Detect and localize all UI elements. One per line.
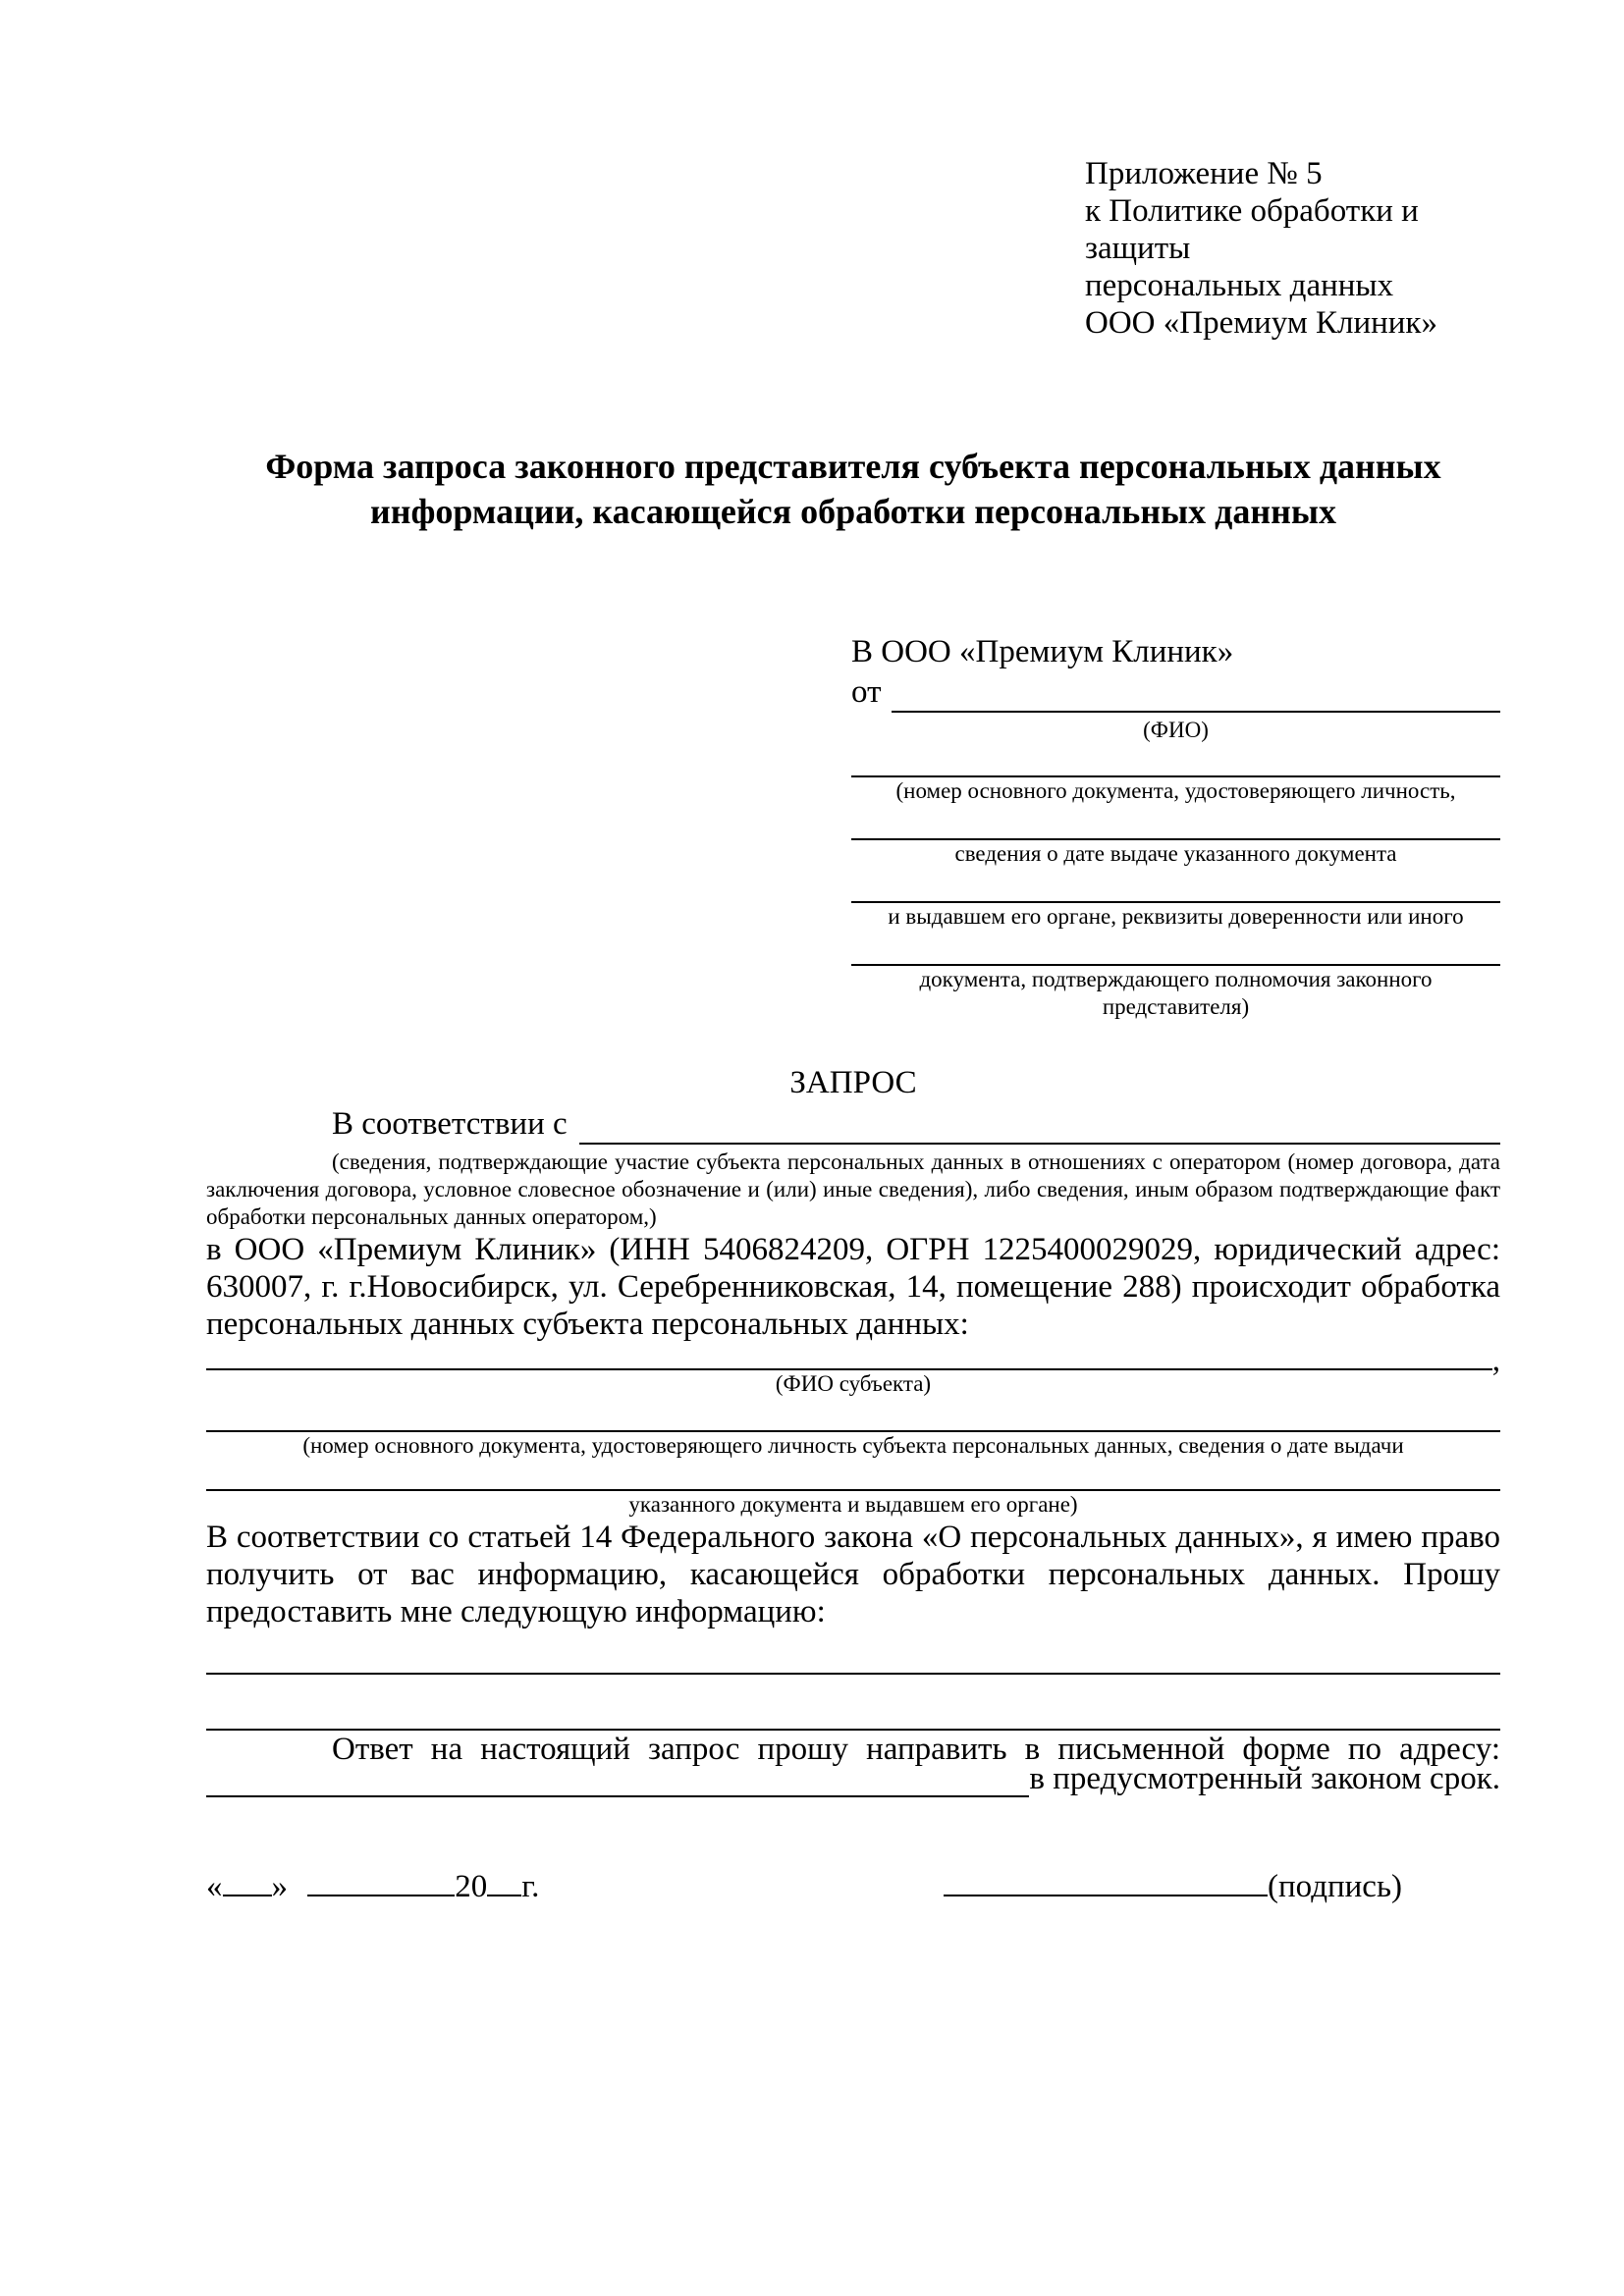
date-close-quote: » <box>271 1869 288 1904</box>
date-year-blank <box>487 1895 521 1896</box>
subject-doc-caption: (номер основного документа, удостоверяющего личность субъекта персональных данных, сведения о дате выдачи <box>302 1433 1404 1458</box>
intro-label: В соответствии с <box>332 1106 568 1142</box>
representative-doc-blank-line <box>851 931 1500 966</box>
representative-doc-caption: сведения о дате выдаче указанного документа <box>954 841 1397 866</box>
requested-info-blank-line-2 <box>206 1675 1500 1731</box>
representative-doc-caption: и выдавшем его органе, реквизиты доверенности или иного <box>888 904 1464 929</box>
addressee-block <box>851 630 1500 1021</box>
requested-info-blank-line-1 <box>206 1630 1500 1675</box>
appendix-line: ООО «Премиум Клиник» <box>1085 305 1437 341</box>
addressee-to: В ООО «Премиум Клиник» <box>851 634 1234 669</box>
law-paragraph: В соответствии со статьей 14 Федерального закона «О персональных данных», я имею право получить от вас информацию, касающейся обработки персональных данных. Прошу предоставить мне следующую информацию: <box>206 1520 1500 1629</box>
signature-caption: (подпись) <box>1268 1869 1402 1904</box>
answer-address-blank-line <box>206 1768 1029 1797</box>
appendix-line: к Политике обработки и защиты <box>1085 193 1419 266</box>
from-blank-line <box>892 673 1501 713</box>
appendix-line: персональных данных <box>1085 268 1394 303</box>
from-field <box>851 673 1500 717</box>
answer-paragraph: Ответ на настоящий запрос прошу направить в письменной форме по адресу: <box>332 1732 1500 1767</box>
intro-caption: (сведения, подтверждающие участие субъекта персональных данных в отношениях с оператором (номер договора, дата заключения договора, условное словесное обозначение и (или) иные сведения), либо сведения, иным образом подтверждающие факт обработки персональных данных оператором,) <box>206 1149 1500 1229</box>
representative-doc-caption: документа, подтверждающего полномочия законного представителя) <box>919 967 1433 1019</box>
answer-address-field <box>206 1761 1500 1797</box>
representative-doc-blank-line <box>851 868 1500 903</box>
footer-row <box>206 1868 1402 1911</box>
date-month-blank <box>307 1895 455 1896</box>
representative-doc-caption: (номер основного документа, удостоверяющего личность, <box>895 778 1456 803</box>
document-title <box>206 444 1500 534</box>
subject-fio-blank-line <box>206 1343 1492 1370</box>
subject-fio-field <box>206 1343 1500 1378</box>
subject-fio-caption: (ФИО субъекта) <box>775 1371 932 1396</box>
representative-doc-blank-line <box>851 805 1500 840</box>
fio-caption: (ФИО) <box>1143 718 1209 742</box>
appendix-block <box>1085 155 1500 342</box>
answer-tail-text: в предусмотренный законом срок. <box>1029 1761 1500 1796</box>
request-heading: ЗАПРОС <box>789 1065 917 1100</box>
title-line-1: Форма запроса законного представителя субъекта персональных данных <box>265 447 1441 486</box>
representative-doc-blank-line <box>851 744 1500 777</box>
date-field <box>206 1868 539 1911</box>
appendix-line: Приложение № 5 <box>1085 156 1323 191</box>
subject-doc-caption: указанного документа и выдавшем его органе) <box>628 1492 1078 1517</box>
year-prefix: 20 <box>455 1869 488 1904</box>
from-label: от <box>851 674 882 710</box>
title-line-2: информации, касающейся обработки персональных данных <box>370 492 1336 531</box>
signature-field <box>944 1868 1402 1911</box>
subject-doc-blank-line <box>206 1398 1500 1432</box>
intro-field <box>206 1105 1500 1148</box>
subject-comma: , <box>1491 1343 1500 1378</box>
date-day-blank <box>223 1895 272 1896</box>
operator-paragraph: в ООО «Премиум Клиник» (ИНН 5406824209, ОГРН 1225400029029, юридический адрес: 630007, г. г.Новосибирск, ул. Серебренниковская, 14, помещение 288) происходит обработка персональных данных субъекта персональных данных: <box>206 1232 1500 1342</box>
year-suffix: г. <box>521 1869 540 1904</box>
signature-blank-line <box>944 1895 1268 1896</box>
date-open-quote: « <box>206 1869 223 1904</box>
intro-blank-line <box>579 1105 1500 1145</box>
subject-doc-blank-line <box>206 1460 1500 1491</box>
